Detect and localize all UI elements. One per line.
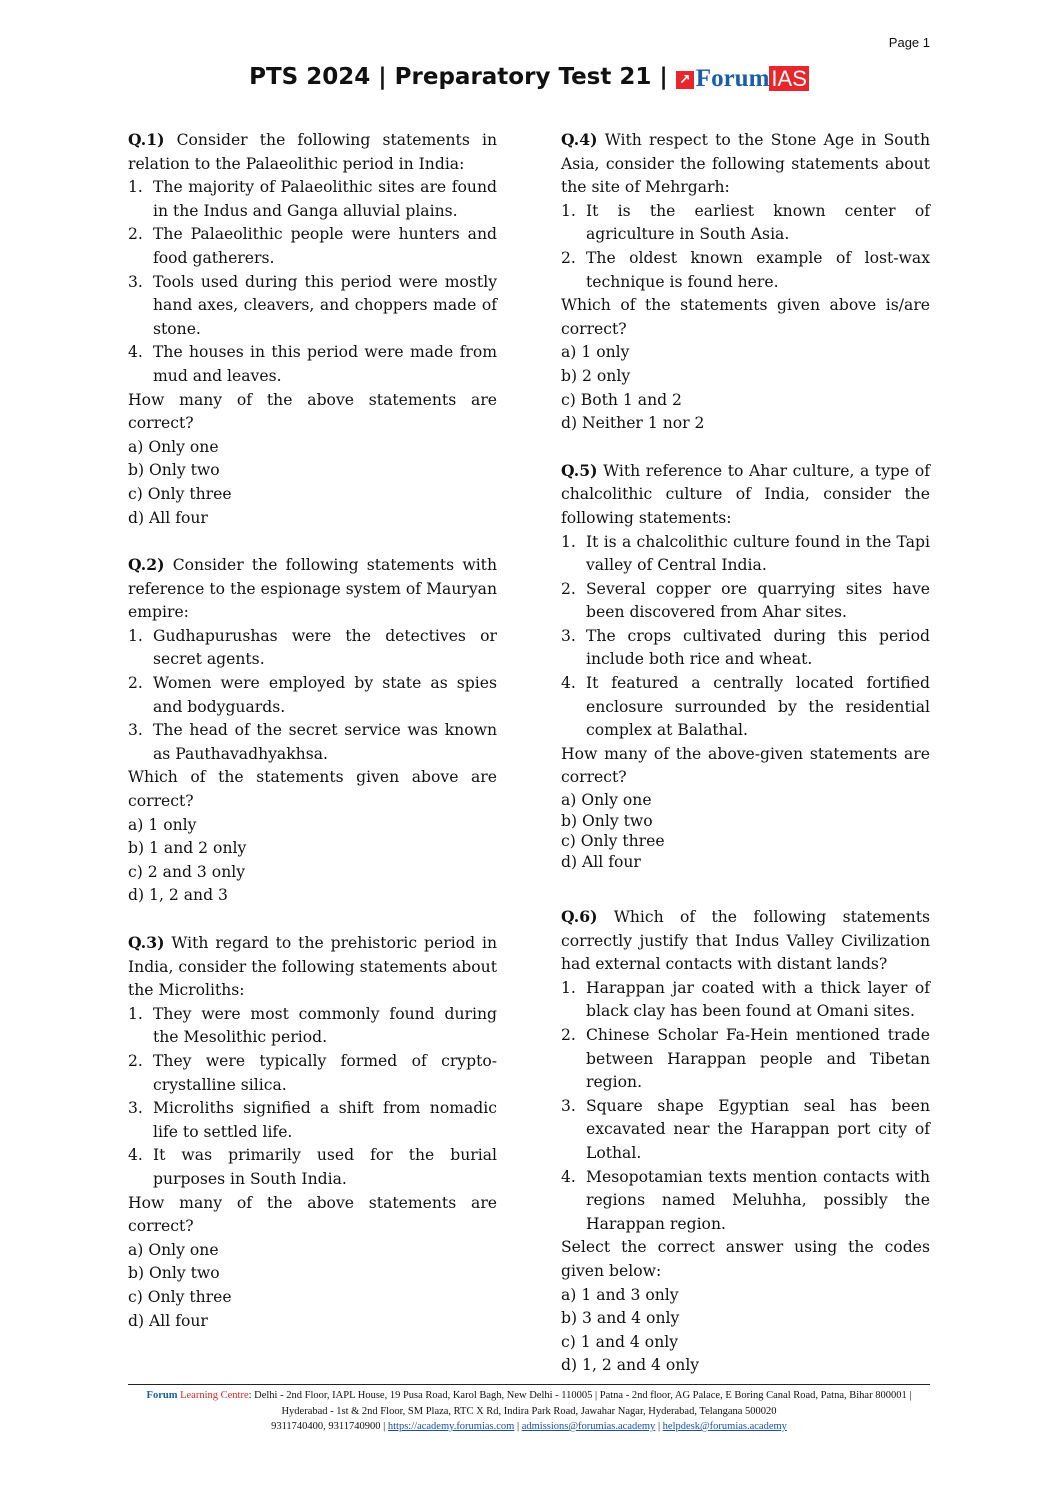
- title-text: PTS 2024 | Preparatory Test 21 |: [249, 64, 668, 90]
- statement-text: The majority of Palaeolithic sites are found in the Indus and Ganga alluvial plains.: [153, 178, 497, 220]
- statement-text: Mesopotamian texts mention contacts with regions named Meluhha, possibly the Harappan region.: [586, 1167, 930, 1233]
- page-title: [0, 64, 1058, 93]
- answer-option: d) Neither 1 nor 2: [561, 414, 705, 433]
- question-block: [561, 128, 930, 436]
- statement-item: [128, 176, 497, 223]
- statement-item: [128, 1144, 497, 1191]
- statement-number: 1.: [561, 201, 576, 220]
- statement-number: 2.: [128, 674, 143, 693]
- statement-text: They were typically formed of crypto-crystalline silica.: [153, 1051, 497, 1094]
- answer-option: d) All four: [128, 1311, 208, 1330]
- statement-text: Chinese Scholar Fa-Hein mentioned trade between Harappan people and Tibetan region.: [586, 1026, 930, 1092]
- statement-item: [561, 578, 930, 625]
- statement-text: It is the earliest known center of agriculture in South Asia.: [586, 201, 930, 244]
- footer: Forum Learning Centre: Delhi - 2nd Floor, IAPL House, 19 Pusa Road, Karol Bagh, New Delhi - 110005 | Patna - 2nd floor, AG Palace, E Boring Canal Road, Patna, Bihar 800001 | Hyderabad - 1st & 2nd Floor, SM Plaza, RTC X Rd, Indira Park Road, Jawahar Nagar, Hyderabad, Telangana 500020 9311740400, 9311740900 | https://academy.forumias.com | admissions@forumias.academy | helpdesk@forumias.academy: [128, 1384, 930, 1435]
- answer-option: a) Only one: [128, 1240, 219, 1259]
- statement-text: Square shape Egyptian seal has been excavated near the Harappan port city of Lothal.: [586, 1096, 930, 1162]
- statement-number: 1.: [128, 1004, 143, 1023]
- statement-item: [128, 1003, 497, 1050]
- statement-number: 3.: [561, 626, 576, 645]
- statement-text: The houses in this period were made from mud and leaves.: [153, 343, 497, 385]
- answer-option: c) 1 and 4 only: [561, 1332, 679, 1351]
- statement-text: Gudhapurushas were the detectives or secret agents.: [153, 626, 497, 669]
- question-number: Q.1): [128, 130, 165, 149]
- statement-number: 2.: [561, 1026, 576, 1044]
- question-number: Q.3): [128, 933, 165, 952]
- answer-option: d) All four: [128, 508, 208, 527]
- statement-number: 1.: [128, 178, 143, 197]
- question-stem: [128, 931, 497, 1003]
- footer-phones: 9311740400, 9311740900 |: [271, 1421, 386, 1432]
- question-prompt: How many of the above-given statements are correct?: [561, 744, 930, 787]
- question-prompt: How many of the above statements are correct?: [128, 1193, 497, 1236]
- statement-item: [128, 223, 497, 270]
- statement-text: Women were employed by state as spies and bodyguards.: [153, 674, 497, 716]
- website-link[interactable]: https://academy.forumias.com: [387, 1421, 515, 1432]
- admissions-email-link[interactable]: admissions@forumias.academy: [521, 1421, 656, 1432]
- statement-number: 2.: [128, 225, 143, 244]
- statement-item: [561, 200, 930, 247]
- answer-option: a) 1 and 3 only: [561, 1285, 679, 1304]
- statement-number: 2.: [561, 579, 576, 598]
- right-column: [561, 128, 930, 1378]
- answer-option: a) Only one: [128, 437, 219, 456]
- question-number: Q.5): [561, 460, 598, 480]
- statement-text: The oldest known example of lost-wax technique is found here.: [586, 248, 930, 291]
- statement-item: [128, 271, 497, 342]
- answer-option: c) Both 1 and 2: [561, 390, 682, 409]
- statement-number: 2.: [561, 248, 576, 267]
- statement-text: Tools used during this period were mostly hand axes, cleavers, and choppers made of stone.: [153, 272, 497, 338]
- statement-number: 3.: [128, 721, 143, 740]
- statement-list: [561, 200, 930, 294]
- question-text: With respect to the Stone Age in South Asia, consider the following statements about the site of Mehrgarh:: [561, 131, 930, 197]
- statement-item: [561, 672, 930, 743]
- page-number: Page 1: [888, 35, 930, 50]
- question-text: Consider the following statements in relation to the Palaeolithic period in India:: [128, 131, 497, 173]
- statement-number: 3.: [128, 1099, 143, 1118]
- statement-text: It is a chalcolithic culture found in the Tapi valley of Central India.: [586, 532, 930, 575]
- question-block: [128, 128, 497, 530]
- statement-text: Microliths signified a shift from nomadic life to settled life.: [153, 1099, 497, 1141]
- answer-option: b) 2 only: [561, 366, 631, 385]
- answer-option: a) 1 only: [128, 815, 197, 834]
- question-block: [561, 905, 930, 1378]
- footer-addresses: : Delhi - 2nd Floor, IAPL House, 19 Pusa Road, Karol Bagh, New Delhi - 110005 | Patna - 2nd floor, AG Palace, E Boring Canal Road, Patna, Bihar 800001 | Hyderabad - 1st & 2nd Floor, SM Plaza, RTC X Rd, Indira Park Road, Jawahar Nagar, Hyderabad, Telangana 500020: [248, 1390, 912, 1417]
- statement-item: [128, 1050, 497, 1097]
- statement-text: The crops cultivated during this period include both rice and wheat.: [586, 626, 930, 669]
- answer-option: b) 3 and 4 only: [561, 1309, 680, 1328]
- statement-item: [561, 1095, 930, 1166]
- question-prompt: Which of the statements given above is/are correct?: [561, 296, 930, 338]
- statement-item: [561, 531, 930, 578]
- answer-option: a) 1 only: [561, 343, 630, 362]
- arrow-icon: ↗: [676, 71, 694, 89]
- answer-option: c) Only three: [128, 484, 232, 503]
- statement-item: [561, 247, 930, 294]
- statement-number: 2.: [128, 1051, 143, 1070]
- statement-item: [128, 672, 497, 719]
- statement-list: [128, 176, 497, 388]
- question-text: Consider the following statements with reference to the espionage system of Mauryan empire:: [128, 556, 497, 622]
- statement-item: [128, 341, 497, 388]
- statement-item: [128, 625, 497, 672]
- question-stem: [128, 553, 497, 625]
- question-stem: [128, 128, 497, 176]
- statement-text: They were most commonly found during the Mesolithic period.: [153, 1004, 497, 1047]
- question-prompt: Select the correct answer using the codes given below:: [561, 1238, 930, 1280]
- question-prompt: How many of the above statements are correct?: [128, 390, 497, 433]
- answer-option: c) Only three: [128, 1287, 232, 1306]
- question-prompt: Which of the statements given above are correct?: [128, 768, 497, 811]
- answer-option: c) 2 and 3 only: [128, 862, 246, 881]
- answer-option: c) Only three: [561, 832, 665, 851]
- question-stem: [561, 128, 930, 200]
- statement-list: [561, 977, 930, 1237]
- statement-number: 4.: [561, 674, 576, 693]
- statement-list: [561, 531, 930, 743]
- question-number: Q.4): [561, 130, 598, 149]
- statement-list: [128, 1003, 497, 1192]
- statement-item: [561, 625, 930, 672]
- answer-option: b) Only two: [128, 461, 220, 480]
- question-block: [128, 553, 497, 908]
- statement-text: The head of the secret service was known as Pauthavadhyakhsa.: [153, 721, 497, 763]
- statement-text: It featured a centrally located fortified enclosure surrounded by the residential complex at Balathal.: [586, 674, 930, 740]
- answer-option: d) 1, 2 and 4 only: [561, 1356, 700, 1375]
- statement-text: Several copper ore quarrying sites have been discovered from Ahar sites.: [586, 579, 930, 622]
- question-block: [128, 931, 497, 1333]
- question-text: Which of the following statements correctly justify that Indus Valley Civilization had external contacts with distant lands?: [561, 908, 930, 974]
- answer-option: a) Only one: [561, 791, 652, 810]
- question-block: [561, 459, 930, 872]
- statement-item: [561, 1166, 930, 1237]
- statement-number: 1.: [128, 626, 143, 645]
- statement-text: It was primarily used for the burial purposes in South India.: [153, 1146, 497, 1188]
- question-stem: [561, 459, 930, 531]
- statement-item: [561, 1024, 930, 1095]
- statement-text: The Palaeolithic people were hunters and food gatherers.: [153, 225, 497, 267]
- statement-number: 3.: [128, 272, 143, 291]
- statement-number: 3.: [561, 1096, 576, 1115]
- answer-option: b) Only two: [561, 811, 653, 830]
- statement-text: Harappan jar coated with a thick layer of black clay has been found at Omani sites.: [586, 978, 930, 1021]
- answer-option: b) 1 and 2 only: [128, 839, 247, 858]
- question-text: With reference to Ahar culture, a type of chalcolithic culture of India, consider the following statements:: [561, 461, 930, 527]
- answer-option: b) Only two: [128, 1264, 220, 1283]
- question-text: With regard to the prehistoric period in India, consider the following statements about the Microliths:: [128, 934, 497, 1000]
- left-column: [128, 128, 497, 1333]
- statement-number: 4.: [128, 1146, 143, 1165]
- statement-number: 1.: [561, 978, 576, 997]
- helpdesk-email-link[interactable]: helpdesk@forumias.academy: [662, 1421, 787, 1432]
- answer-option: d) 1, 2 and 3: [128, 886, 228, 905]
- statement-list: [128, 625, 497, 767]
- question-number: Q.2): [128, 555, 165, 575]
- statement-item: [128, 719, 497, 766]
- statement-item: [561, 977, 930, 1024]
- question-number: Q.6): [561, 907, 598, 927]
- question-stem: [561, 905, 930, 977]
- forumias-logo: ↗ ForumIAS: [676, 65, 809, 93]
- statement-number: 4.: [561, 1167, 576, 1186]
- statement-item: [128, 1097, 497, 1144]
- statement-number: 1.: [561, 532, 576, 551]
- answer-option: d) All four: [561, 852, 641, 871]
- statement-number: 4.: [128, 343, 143, 362]
